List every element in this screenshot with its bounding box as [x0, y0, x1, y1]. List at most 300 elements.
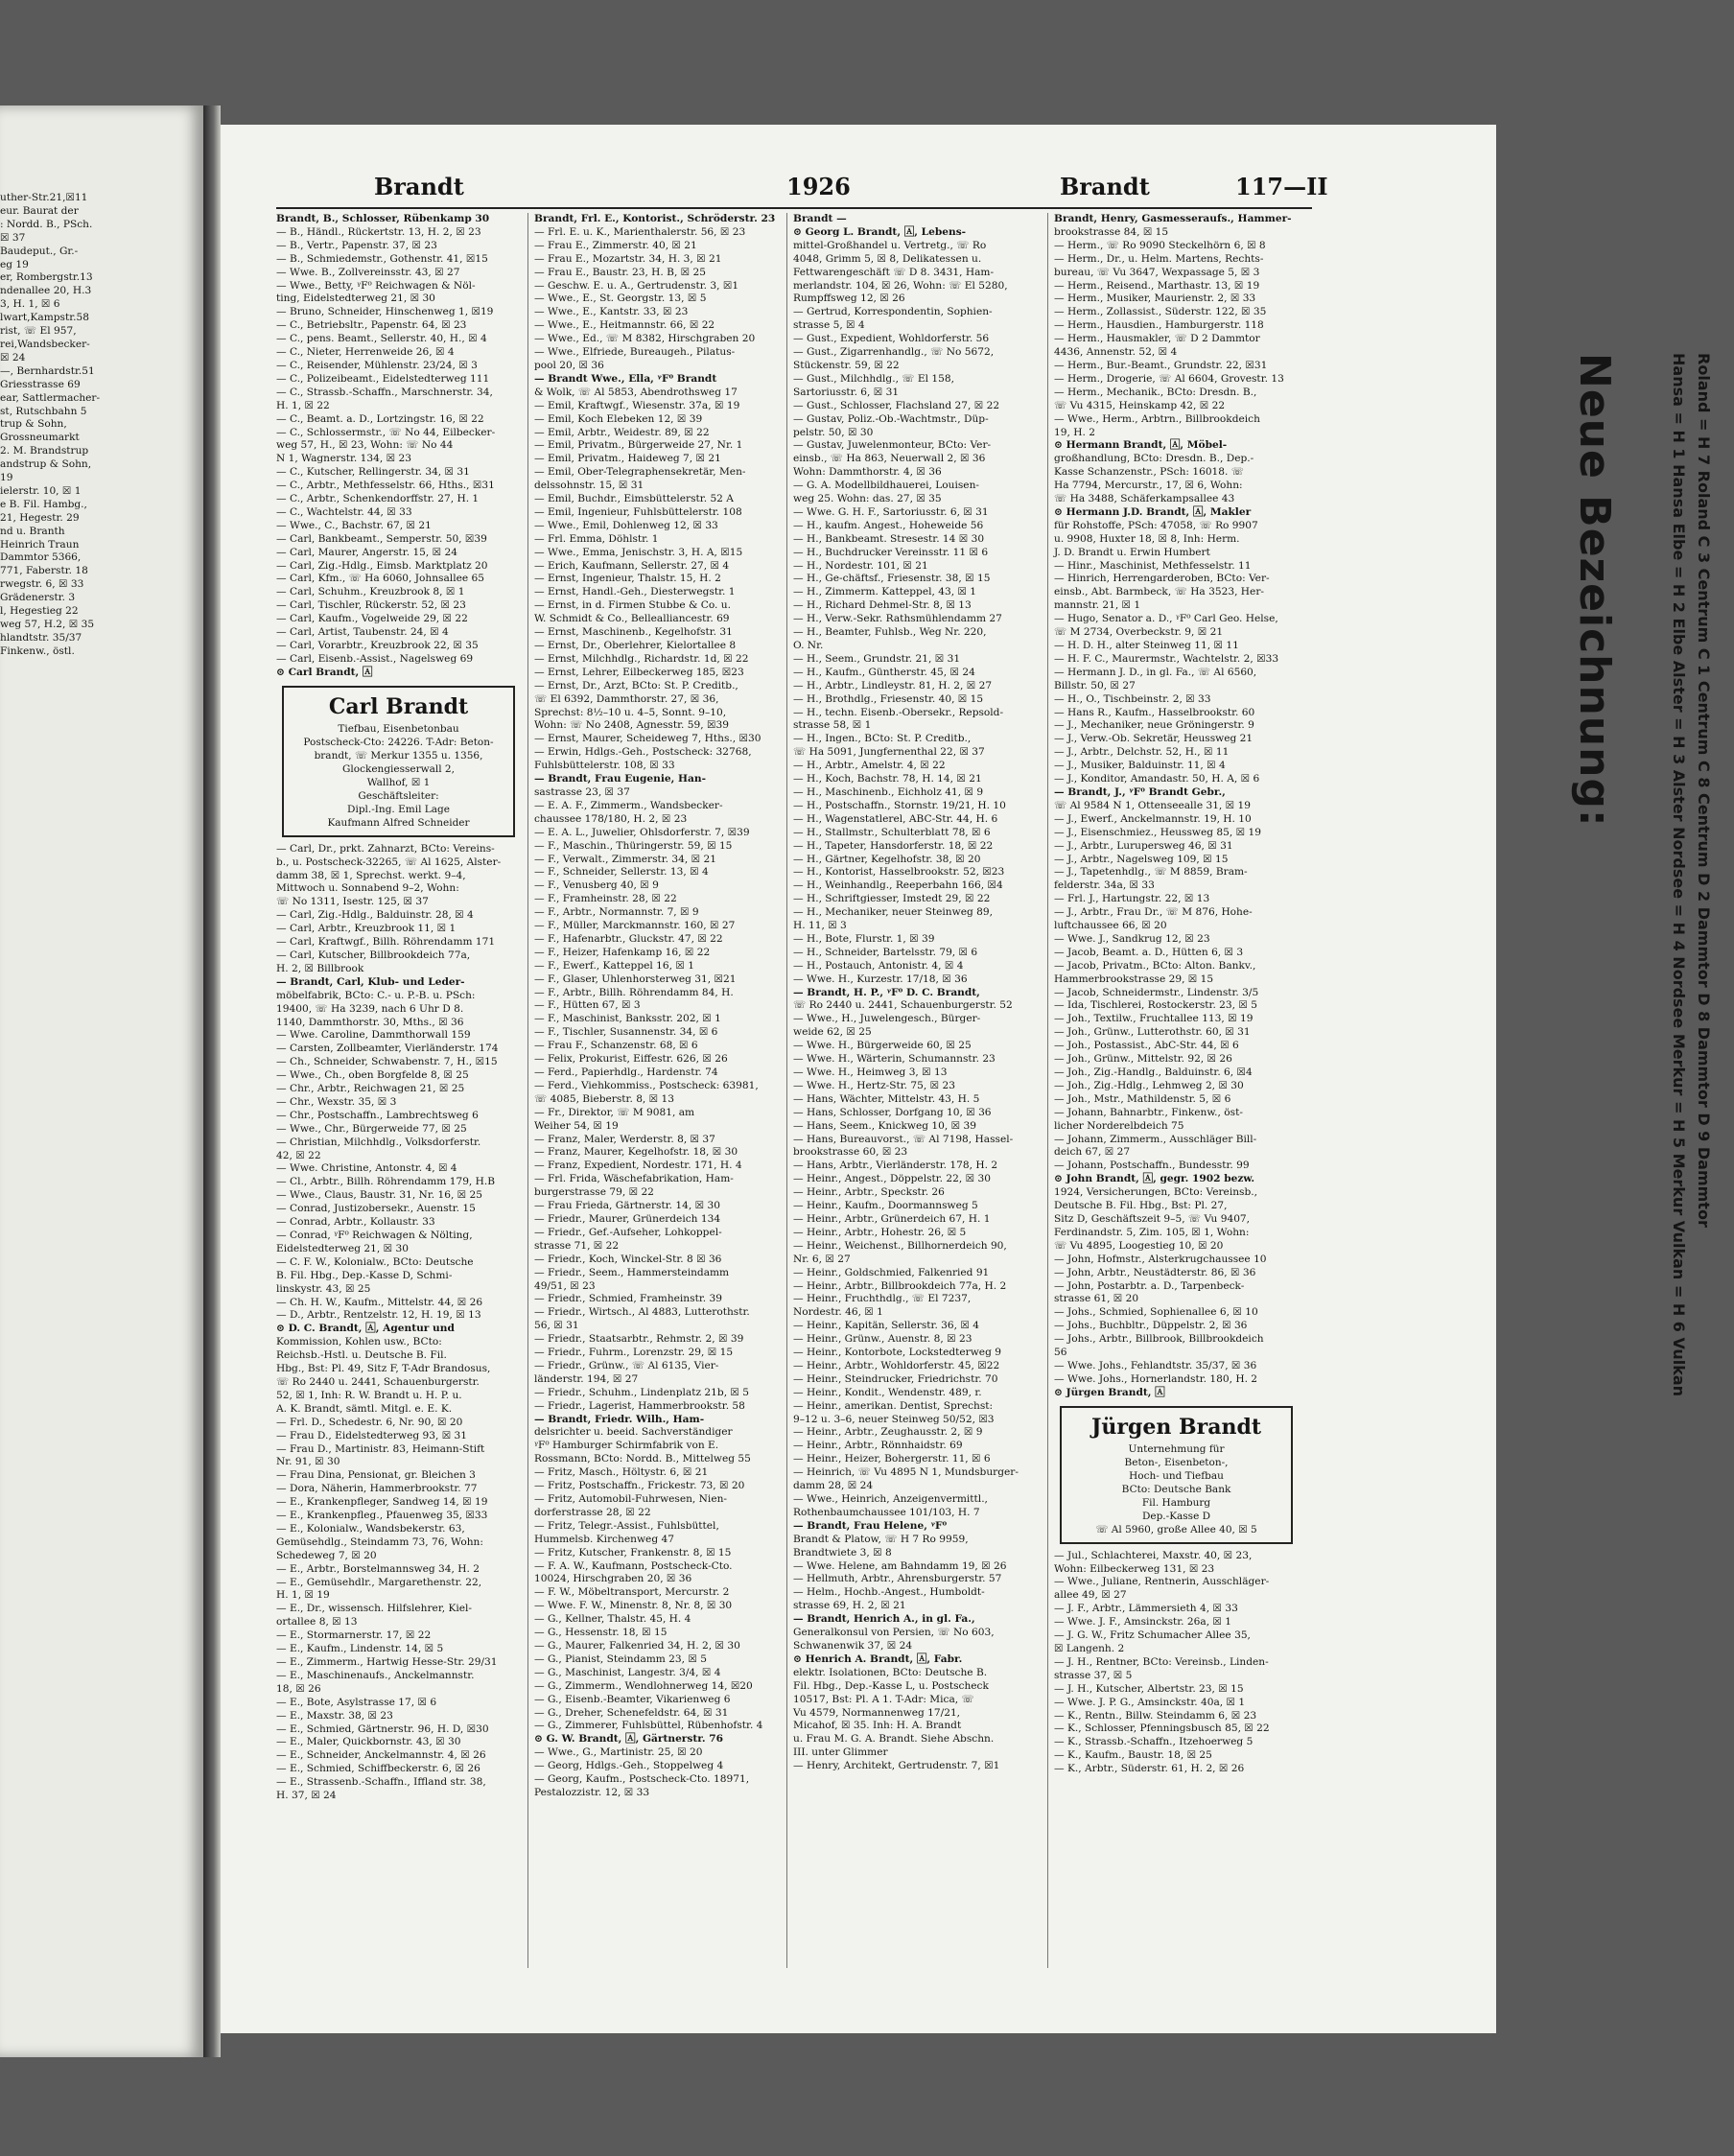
- directory-entry: — Wwe. Caroline, Dammthorwall 159: [276, 1029, 471, 1042]
- directory-entry: — Hans, Wächter, Mittelstr. 43, H. 5: [793, 1092, 980, 1105]
- directory-entry: H. 2, ☒ Billbrook: [276, 962, 364, 974]
- directory-entry: — Fritz, Telegr.-Assist., Fuhlsbüttel,: [534, 1519, 719, 1532]
- directory-entry: — Ch. H. W., Kaufm., Mittelstr. 44, ☒ 26: [276, 1296, 483, 1308]
- directory-entry: — Heinr., Angest., Döppelstr. 22, ☒ 30: [793, 1173, 991, 1185]
- left-page-fragment: [0, 105, 203, 2057]
- directory-entry: — Wwe., C., Bachstr. 67, ☒ 21: [276, 519, 432, 531]
- directory-entry: — Brandt Wwe., Ella, ᵞF⁰ Brandt: [534, 372, 717, 385]
- directory-entry: — H., Arbtr., Amelstr. 4, ☒ 22: [793, 760, 946, 772]
- directory-entry: — Frau D., Martinistr. 83, Heimann-Stift: [276, 1442, 485, 1455]
- directory-entry: — C., Kutscher, Rellingerstr. 34, ☒ 31: [276, 466, 470, 479]
- directory-entry: — Herm., Bur.-Beamt., Grundstr. 22, ☒31: [1054, 359, 1268, 371]
- directory-entry: u. Frau M. G. A. Brandt. Siehe Abschn.: [793, 1733, 995, 1746]
- directory-entry: — C., Schlossermstr., ☏ No 44, Eilbecker-: [276, 426, 496, 438]
- directory-entry: — Frau E., Zimmerstr. 40, ☒ 21: [534, 239, 697, 251]
- directory-entry: — C., Strassb.-Schaffn., Marschnerstr. 34,: [276, 386, 493, 398]
- directory-entry: — Ernst, Maschinenb., Kegelhofstr. 31: [534, 626, 733, 639]
- directory-entry: — Ernst, in d. Firmen Stubbe & Co. u.: [534, 599, 731, 612]
- directory-entry: — H., Postauch, Antonistr. 4, ☒ 4: [793, 959, 964, 972]
- fragment-line: 19: [0, 472, 13, 484]
- directory-entry: — F., Tischler, Susannenstr. 34, ☒ 6: [534, 1026, 718, 1039]
- directory-entry: — E., Gemüsehdlr., Margarethenstr. 22,: [276, 1576, 482, 1588]
- directory-entry: — Brandt, Friedr. Wilh., Ham-: [534, 1413, 705, 1425]
- directory-entry: — J., Arbtr., Nagelsweg 109, ☒ 15: [1054, 853, 1229, 865]
- directory-entry: — F., Arbtr., Billh. Röhrendamm 84, H.: [534, 986, 734, 998]
- directory-entry: — Herm., Hausdien., Hamburgerstr. 118: [1054, 319, 1264, 332]
- directory-entry: — Herm., ☏ Ro 9090 Steckelhörn 6, ☒ 8: [1054, 239, 1266, 251]
- directory-entry: Kommission, Kohlen usw., BCto:: [276, 1336, 442, 1348]
- directory-entry: — C., Reisender, Mühlenstr. 23/24, ☒ 3: [276, 359, 478, 371]
- directory-entry: möbelfabrik, BCto: C.- u. P.-B. u. PSch:: [276, 989, 476, 1001]
- directory-entry: — Emil, Ingenieur, Fuhlsbüttelerstr. 108: [534, 505, 742, 518]
- directory-entry: ⊙ Georg L. Brandt, 🄰, Lebens-: [793, 225, 967, 238]
- fragment-line: rei,Wandsbecker-: [0, 338, 90, 350]
- header-right-word: Brandt: [1060, 173, 1150, 200]
- directory-entry: — Frau Frieda, Gärtnerstr. 14, ☒ 30: [534, 1200, 720, 1212]
- directory-entry: — B., Schmiedemstr., Gothenstr. 41, ☒15: [276, 252, 488, 265]
- directory-entry: — E., Zimmerm., Hartwig Hesse-Str. 29/31: [276, 1656, 498, 1668]
- directory-entry: — Brandt, Henrich A., in gl. Fa.,: [793, 1613, 975, 1626]
- directory-entry: — Johann, Zimmerm., Ausschläger Bill-: [1054, 1133, 1257, 1145]
- directory-entry: — J., Ewerf., Anckelmannstr. 19, H. 10: [1054, 812, 1252, 825]
- directory-entry: — F., Maschin., Thüringerstr. 59, ☒ 15: [534, 839, 733, 852]
- directory-entry: N 1, Wagnerstr. 134, ☒ 23: [276, 453, 411, 465]
- directory-entry: — K., Schlosser, Pfenningsbusch 85, ☒ 22: [1054, 1722, 1270, 1735]
- directory-entry: — Joh., Grünw., Lutterothstr. 60, ☒ 31: [1054, 1026, 1251, 1039]
- directory-entry: — Heinr., Arbtr., Hohestr. 26, ☒ 5: [793, 1226, 967, 1238]
- directory-entry: — Wwe., Claus, Baustr. 31, Nr. 16, ☒ 25: [276, 1189, 483, 1202]
- directory-entry: Schwanenwik 37, ☒ 24: [793, 1639, 913, 1652]
- directory-entry: damm 38, ☒ 1, Sprechst. werkt. 9–4,: [276, 869, 466, 881]
- directory-entry: — H., Beamter, Fuhlsb., Weg Nr. 220,: [793, 626, 987, 639]
- fragment-line: lwart,Kampstr.58: [0, 312, 89, 324]
- directory-entry: — F., Arbtr., Normannstr. 7, ☒ 9: [534, 906, 699, 919]
- page-header: [221, 173, 1496, 205]
- directory-entry: burgerstrasse 79, ☒ 22: [534, 1186, 654, 1199]
- directory-entry: — Ernst, Dr., Oberlehrer, Kielortallee 8: [534, 640, 737, 651]
- directory-entry: — Carl, Maurer, Angerstr. 15, ☒ 24: [276, 546, 457, 558]
- directory-entry: länderstr. 194, ☒ 27: [534, 1372, 639, 1385]
- directory-entry: — Carl, Zig.-Hdlg., Balduinstr. 28, ☒ 4: [276, 909, 474, 922]
- advertisement-line: Hoch- und Tiefbau: [1129, 1469, 1224, 1482]
- directory-entry: — John, Arbtr., Neustädterstr. 86, ☒ 36: [1054, 1266, 1256, 1278]
- advertisement-line: Postscheck-Cto: 24226. T-Adr: Beton-: [303, 736, 494, 748]
- directory-entry: — Wwe. J. P. G., Amsinckstr. 40a, ☒ 1: [1054, 1696, 1246, 1708]
- directory-entry: — H., O., Tischbeinstr. 2, ☒ 33: [1054, 692, 1211, 705]
- column-divider: [527, 213, 528, 1968]
- directory-entry: ⊙ Jürgen Brandt, 🄰: [1054, 1386, 1165, 1398]
- directory-entry: — Herm., Dr., u. Helm. Martens, Rechts-: [1054, 252, 1264, 265]
- directory-entry: — Carl, Eisenb.-Assist., Nagelsweg 69: [276, 652, 474, 665]
- directory-entry: — Friedr., Staatsarbtr., Rehmstr. 2, ☒ 39: [534, 1333, 744, 1346]
- directory-entry: 52, ☒ 1, Inh: R. W. Brandt u. H. P. u.: [276, 1389, 462, 1401]
- directory-entry: ⊙ D. C. Brandt, 🄰, Agentur und: [276, 1323, 455, 1335]
- directory-entry: strasse 58, ☒ 1: [793, 719, 872, 732]
- directory-entry: Fettwarengeschäft ☏ D 8. 3431, Ham-: [793, 266, 995, 278]
- directory-entry: — G., Maurer, Falkenried 34, H. 2, ☒ 30: [534, 1639, 740, 1652]
- directory-entry: — G., Kellner, Thalstr. 45, H. 4: [534, 1613, 691, 1626]
- directory-entry: — Ernst, Ingenieur, Thalstr. 15, H. 2: [534, 573, 721, 585]
- directory-entry: — Wwe. Christine, Antonstr. 4, ☒ 4: [276, 1162, 457, 1175]
- directory-entry: — Heinrich, ☏ Vu 4895 N 1, Mundsburger-: [793, 1466, 1019, 1479]
- directory-entry: — H., Zimmerm. Katteppel, 43, ☒ 1: [793, 586, 977, 598]
- directory-entry: — Wwe. F. W., Minenstr. 8, Nr. 8, ☒ 30: [534, 1600, 733, 1612]
- directory-entry: 42, ☒ 22: [276, 1149, 321, 1161]
- directory-entry: — G., Zimmerm., Wendlohnerweg 14, ☒20: [534, 1679, 753, 1692]
- directory-entry: — E., Schmied, Schiffbeckerstr. 6, ☒ 26: [276, 1763, 480, 1775]
- directory-entry: — H., Richard Dehmel-Str. 8, ☒ 13: [793, 599, 972, 612]
- directory-entry: — F., Müller, Marckmannstr. 160, ☒ 27: [534, 920, 736, 932]
- directory-entry: delsrichter u. beeid. Sachverständiger: [534, 1426, 733, 1439]
- fragment-line: trup & Sohn,: [0, 418, 67, 431]
- directory-entry: — J., Arbtr., Frau Dr., ☏ M 876, Hohe-: [1054, 906, 1253, 919]
- advertisement-line: Dep.-Kasse D: [1141, 1510, 1211, 1522]
- directory-entry: einsb., Abt. Barmbeck, ☏ Ha 3523, Her-: [1054, 586, 1264, 598]
- directory-entry: — Carl, Kutscher, Billbrookdeich 77a,: [276, 949, 471, 961]
- directory-entry: Brandt, Henry, Gasmesseraufs., Hammer-: [1054, 213, 1292, 224]
- directory-entry: Brandt, B., Schlosser, Rübenkamp 30: [276, 213, 490, 224]
- directory-entry: — Gustav, Poliz.-Ob.-Wachtmstr., Düp-: [793, 412, 989, 425]
- directory-entry: 19, H. 2: [1054, 426, 1095, 438]
- advertisement-box: [1060, 1406, 1293, 1544]
- directory-entry: — J., Verw.-Ob. Sekretär, Heussweg 21: [1054, 733, 1254, 745]
- directory-entry: — Johs., Arbtr., Billbrook, Billbrookdeich: [1054, 1333, 1264, 1346]
- directory-entry: — Heinr., Grünw., Auenstr. 8, ☒ 23: [793, 1333, 972, 1346]
- directory-entry: — Ernst, Milchhdlg., Richardstr. 1d, ☒ 22: [534, 652, 749, 665]
- directory-entry: — E., Strassenb.-Schaffn., Iffland str. 38,: [276, 1776, 486, 1789]
- directory-entry: — E., Stormarnerstr. 17, ☒ 22: [276, 1629, 432, 1642]
- directory-entry: — Joh., Textilw., Fruchtallee 113, ☒ 19: [1054, 1013, 1254, 1025]
- directory-entry: — E. A. L., Juwelier, Ohlsdorferstr. 7, ☒39: [534, 826, 750, 838]
- directory-entry: — E., Kaufm., Lindenstr. 14, ☒ 5: [276, 1643, 444, 1655]
- directory-entry: — Ernst, Maurer, Scheideweg 7, Hths., ☒30: [534, 733, 762, 745]
- directory-entry: — H., Schneider, Bartelsstr. 79, ☒ 6: [793, 946, 978, 958]
- column-2: [534, 213, 779, 1800]
- directory-entry: — Wwe., Juliane, Rentnerin, Ausschläger-: [1054, 1576, 1270, 1588]
- left-page-column: [0, 192, 192, 659]
- directory-entry: — Hans, Bureauvorst., ☏ Al 7198, Hassel-: [793, 1133, 1014, 1145]
- directory-entry: — Brandt, J., ᵞF⁰ Brandt Gebr.,: [1054, 785, 1226, 798]
- directory-entry: — Herm., Hausmakler, ☏ D 2 Dammtor: [1054, 333, 1260, 345]
- directory-entry: luftchaussee 66, ☒ 20: [1054, 920, 1167, 932]
- directory-entry: ☏ No 1311, Isestr. 125, ☒ 37: [276, 896, 429, 908]
- directory-entry: — Chr., Postschaffn., Lambrechtsweg 6: [276, 1109, 479, 1121]
- directory-entry: ⊙ Carl Brandt, 🄰: [276, 666, 373, 678]
- directory-entry: — Friedr., Fuhrm., Lorenzstr. 29, ☒ 15: [534, 1347, 734, 1359]
- directory-entry: Generalkonsul von Persien, ☏ No 603,: [793, 1627, 995, 1639]
- directory-entry: Vu 4579, Normannenweg 17/21,: [793, 1706, 961, 1719]
- directory-entry: — D., Arbtr., Rentzelstr. 12, H. 19, ☒ 13: [276, 1309, 481, 1322]
- directory-entry: — Johann, Bahnarbtr., Finkenw., öst-: [1054, 1106, 1243, 1118]
- directory-entry: A. K. Brandt, sämtl. Mitgl. e. E. K.: [276, 1402, 453, 1415]
- directory-entry: — Gust., Expedient, Wohldorferstr. 56: [793, 333, 990, 345]
- directory-entry: III. unter Glimmer: [793, 1746, 888, 1759]
- sidebar-exchange-line-2: Roland = H 7 Roland C 3 Centrum C 1 Centrum C 8 Centrum D 2 Dammtor D 8 Dammtor D 9 Dammtor: [1695, 353, 1713, 1228]
- directory-entry: — Gustav, Juwelenmonteur, BCto: Ver-: [793, 439, 992, 452]
- directory-entry: — G. A. Modellbildhauerei, Louisen-: [793, 480, 979, 492]
- directory-entry: — Fritz, Postschaffn., Frickestr. 73, ☒ 20: [534, 1480, 745, 1492]
- directory-entry: — Frl. J., Hartungstr. 22, ☒ 13: [1054, 893, 1210, 905]
- directory-entry: — Joh., Postassist., AbC-Str. 44, ☒ 6: [1054, 1040, 1239, 1052]
- directory-entry: ☏ Ha 3488, Schäferkampsallee 43: [1054, 493, 1235, 505]
- directory-entry: felderstr. 34a, ☒ 33: [1054, 879, 1155, 892]
- directory-entry: großhandlung, BCto: Dresdn. B., Dep.-: [1054, 453, 1254, 465]
- advertisement-firm-name: Carl Brandt: [328, 693, 469, 719]
- directory-entry: — Frau Dina, Pensionat, gr. Bleichen 3: [276, 1469, 476, 1482]
- directory-entry: — Hugo, Senator a. D., ᵞF⁰ Carl Geo. Helse,: [1054, 613, 1278, 625]
- directory-entry: — E., Arbtr., Borstelmannsweg 34, H. 2: [276, 1562, 480, 1575]
- directory-entry: 4436, Annenstr. 52, ☒ 4: [1054, 346, 1178, 359]
- directory-entry: ⊙ John Brandt, 🄰, gegr. 1902 bezw.: [1054, 1173, 1255, 1185]
- directory-entry: O. Nr.: [793, 640, 824, 651]
- directory-entry: — Gust., Milchhdlg., ☏ El 158,: [793, 372, 954, 385]
- header-year: 1926: [786, 173, 851, 200]
- directory-entry: — Carl, Tischler, Rückerstr. 52, ☒ 23: [276, 599, 466, 612]
- directory-entry: — Emil, Buchdr., Eimsbüttelerstr. 52 A: [534, 493, 734, 505]
- directory-entry: — B., Händl., Rückertstr. 13, H. 2, ☒ 23: [276, 225, 481, 238]
- directory-entry: ☏ 4085, Bieberstr. 8, ☒ 13: [534, 1092, 675, 1105]
- directory-entry: — Frau E., Baustr. 23, H. B, ☒ 25: [534, 266, 707, 278]
- directory-entry: einsb., ☏ Ha 863, Neuerwall 2, ☒ 36: [793, 453, 986, 465]
- directory-entry: für Rohstoffe, PSch: 47058, ☏ Ro 9907: [1054, 519, 1258, 531]
- directory-entry: — Brandt, Carl, Klub- und Leder-: [276, 975, 465, 988]
- directory-entry: — Fritz, Masch., Höltystr. 6, ☒ 21: [534, 1466, 709, 1479]
- directory-entry: — Heinr., Fruchthdlg., ☏ El 7237,: [793, 1293, 972, 1305]
- directory-entry: Ferdinandstr. 5, Zim. 105, ☒ 1, Wohn:: [1054, 1226, 1250, 1238]
- directory-entry: Sitz D, Geschäftszeit 9–5, ☏ Vu 9407,: [1054, 1212, 1251, 1225]
- directory-entry: — H., Schriftgiesser, Imstedt 29, ☒ 22: [793, 893, 991, 905]
- directory-entry: 4048, Grimm 5, ☒ 8, Delikatessen u.: [793, 252, 982, 265]
- directory-entry: — Hans, Schlosser, Dorfgang 10, ☒ 36: [793, 1106, 992, 1118]
- directory-entry: — Chr., Arbtr., Reichwagen 21, ☒ 25: [276, 1083, 465, 1095]
- fragment-line: uther-Str.21,☒11: [0, 192, 88, 203]
- directory-entry: — J., Tapetenhdlg., ☏ M 8859, Bram-: [1054, 866, 1248, 879]
- directory-entry: Kasse Schanzenstr., PSch: 16018. ☏: [1054, 466, 1245, 479]
- directory-entry: — H., Ingen., BCto: St. P. Creditb.,: [793, 733, 972, 745]
- directory-entry: allee 49, ☒ 27: [1054, 1589, 1127, 1602]
- directory-entry: — Wwe. J., Sandkrug 12, ☒ 23: [1054, 932, 1210, 945]
- directory-entry: — Emil, Privatm., Bürgerweide 27, Nr. 1: [534, 439, 743, 452]
- directory-entry: linskystr. 43, ☒ 25: [276, 1282, 371, 1295]
- directory-entry: — Herm., Drogerie, ☏ Al 6604, Grovestr. 13: [1054, 372, 1284, 385]
- directory-entry: — Brandt, Frau Eugenie, Han-: [534, 773, 706, 785]
- fragment-line: —, Bernhardstr.51: [0, 364, 95, 377]
- directory-entry: weg 25. Wohn: das. 27, ☒ 35: [793, 493, 942, 505]
- directory-entry: — Conrad, Arbtr., Kollaustr. 33: [276, 1216, 435, 1229]
- directory-entry: — C., Polizeibeamt., Eidelstedterweg 111: [276, 372, 490, 385]
- book-gutter: [203, 105, 221, 2057]
- directory-entry: Ha 7794, Mercurstr., 17, ☒ 6, Wohn:: [1054, 480, 1243, 492]
- column-divider: [1047, 213, 1048, 1968]
- directory-entry: b., u. Postscheck-32265, ☏ Al 1625, Alster-: [276, 855, 502, 868]
- directory-entry: — Wwe. G. H. F., Sartoriusstr. 6, ☒ 31: [793, 505, 989, 518]
- directory-entry: — C., Arbtr., Schenkendorffstr. 27, H. 1: [276, 493, 480, 505]
- directory-entry: pelstr. 50, ☒ 30: [793, 426, 874, 438]
- directory-entry: — H. F. C., Maurermstr., Wachtelstr. 2, ☒33: [1054, 652, 1279, 665]
- directory-entry: — Heinr., Kapitän, Sellerstr. 36, ☒ 4: [793, 1320, 979, 1332]
- column-divider: [786, 213, 787, 1968]
- fragment-line: e B. Fil. Hambg.,: [0, 498, 87, 510]
- directory-entry: Stückenstr. 59, ☒ 22: [793, 359, 900, 371]
- directory-entry: — John, Postarbtr. a. D., Tarpenbeck-: [1054, 1279, 1245, 1292]
- directory-entry: & Wolk, ☏ Al 5853, Abendrothsweg 17: [534, 386, 738, 398]
- directory-entry: — Joh., Zig.-Handlg., Balduinstr. 6, ☒4: [1054, 1066, 1253, 1078]
- fragment-line: l, Hegestieg 22: [0, 605, 79, 618]
- directory-entry: — J., Konditor, Amandastr. 50, H. A, ☒ 6: [1054, 773, 1260, 785]
- directory-entry: — Frau E., Mozartstr. 34, H. 3, ☒ 21: [534, 252, 722, 265]
- directory-entry: — Wwe., Betty, ᵞF⁰ Reichwagen & Nöl-: [276, 279, 476, 292]
- directory-entry: — Carl, Bankbeamt., Semperstr. 50, ☒39: [276, 532, 487, 545]
- directory-entry: — H., kaufm. Angest., Hoheweide 56: [793, 519, 984, 531]
- directory-entry: J. D. Brandt u. Erwin Humbert: [1054, 546, 1210, 558]
- directory-entry: — Wwe. H., Bürgerweide 60, ☒ 25: [793, 1040, 972, 1052]
- directory-entry: — C., Nieter, Herrenweide 26, ☒ 4: [276, 346, 455, 359]
- directory-entry: sastrasse 23, ☒ 37: [534, 785, 630, 798]
- directory-entry: — Frl. Emma, Döhlstr. 1: [534, 532, 659, 545]
- directory-entry: Sprechst: 8½–10 u. 4–5, Sonnt. 9–10,: [534, 706, 727, 718]
- directory-entry: — H., Mechaniker, neuer Steinweg 89,: [793, 906, 993, 919]
- advertisement-line: Tiefbau, Eisenbetonbau: [338, 722, 459, 735]
- directory-entry: ☒ Langenh. 2: [1054, 1643, 1125, 1654]
- directory-entry: — Friedr., Schuhm., Lindenplatz 21b, ☒ 5: [534, 1386, 750, 1398]
- fragment-line: Griesstrasse 69: [0, 378, 81, 390]
- directory-entry: 10517, Bst: Pl. A 1. T-Adr: Mica, ☏: [793, 1693, 974, 1705]
- directory-entry: — Fr., Direktor, ☏ M 9081, am: [534, 1106, 695, 1118]
- directory-entry: — H., Verw.-Sekr. Rathsmühlendamm 27: [793, 613, 1002, 625]
- directory-entry: — Friedr., Maurer, Grünerdeich 134: [534, 1212, 721, 1225]
- directory-entry: — H., Koch, Bachstr. 78, H. 14, ☒ 21: [793, 773, 982, 785]
- directory-entry: — J., Arbtr., Delchstr. 52, H., ☒ 11: [1054, 746, 1230, 759]
- directory-entry: — F. W., Möbeltransport, Mercurstr. 2: [534, 1586, 730, 1599]
- directory-entry: — J. H., Rentner, BCto: Vereinsb., Linden-: [1054, 1655, 1269, 1668]
- directory-entry: — Wwe. J. F., Amsinckstr. 26a, ☒ 1: [1054, 1616, 1232, 1629]
- directory-entry: — H., Tapeter, Hansdorferstr. 18, ☒ 22: [793, 839, 994, 852]
- directory-entry: — Ernst, Lehrer, Eilbeckerweg 185, ☒23: [534, 666, 744, 678]
- directory-entry: merlandstr. 104, ☒ 26, Wohn: ☏ El 5280,: [793, 279, 1008, 292]
- fragment-line: Baudeput., Gr.-: [0, 245, 79, 257]
- directory-entry: — G., Zimmerer, Fuhlsbüttel, Rübenhofstr. 4: [534, 1720, 763, 1732]
- directory-entry: — Ch., Schneider, Schwabenstr. 7, H., ☒15: [276, 1056, 498, 1068]
- fragment-line: 771, Faberstr. 18: [0, 565, 88, 577]
- directory-entry: — Herm., Musiker, Maurienstr. 2, ☒ 33: [1054, 293, 1256, 305]
- advertisement-line: BCto: Deutsche Bank: [1121, 1483, 1231, 1495]
- advertisement-line: Unternehmung für: [1128, 1442, 1225, 1455]
- directory-entry: — Wwe., Chr., Bürgerweide 77, ☒ 25: [276, 1122, 467, 1135]
- directory-entry: — Wwe. H., Heimweg 3, ☒ 13: [793, 1066, 948, 1078]
- fragment-line: rist, ☏ El 957,: [0, 325, 77, 338]
- directory-entry: weide 62, ☒ 25: [793, 1026, 872, 1039]
- directory-entry: — Frau F., Schanzenstr. 68, ☒ 6: [534, 1040, 698, 1052]
- directory-entry: — E., Krankenpfleger, Sandweg 14, ☒ 19: [276, 1496, 488, 1509]
- directory-entry: ☏ Vu 4315, Heinskamp 42, ☒ 22: [1054, 399, 1226, 411]
- directory-entry: — Hans, Arbtr., Vierländerstr. 178, H. 2: [793, 1160, 998, 1172]
- fragment-line: ear, Sattlermacher-: [0, 391, 101, 404]
- fragment-line: ndenallee 20, H.3: [0, 285, 92, 297]
- fragment-line: st, Rutschbahn 5: [0, 405, 87, 417]
- directory-entry: — John, Hofmstr., Alsterkrugchaussee 10: [1054, 1253, 1267, 1265]
- directory-entry: licher Norderelbdeich 75: [1054, 1119, 1184, 1132]
- directory-entry: — Emil, Koch Elebeken 12, ☒ 39: [534, 412, 703, 425]
- directory-entry: — C., pens. Beamt., Sellerstr. 40, H., ☒ 4: [276, 333, 487, 345]
- directory-entry: — J., Mechaniker, neue Gröningerstr. 9: [1054, 719, 1254, 732]
- advertisement-box: [282, 686, 515, 837]
- directory-entry: — C. F. W., Kolonialw., BCto: Deutsche: [276, 1255, 474, 1268]
- directory-entry: — Herm., Reisend., Marthastr. 13, ☒ 19: [1054, 279, 1260, 292]
- directory-entry: — H., Weinhandlg., Reeperbahn 166, ☒4: [793, 879, 1003, 892]
- directory-entry: — Heinr., Heizer, Bohergerstr. 11, ☒ 6: [793, 1453, 991, 1465]
- directory-entry: — Jul., Schlachterei, Maxstr. 40, ☒ 23,: [1054, 1549, 1253, 1561]
- directory-entry: — Wwe. Johs., Hornerlandstr. 180, H. 2: [1054, 1372, 1258, 1385]
- directory-entry: B. Fil. Hbg., Dep.-Kasse D, Schmi-: [276, 1269, 453, 1281]
- fragment-line: 3, H. 1, ☒ 6: [0, 298, 60, 311]
- directory-entry: — Heinr., Kaufm., Doormannsweg 5: [793, 1200, 978, 1212]
- directory-entry: — F., Venusberg 40, ☒ 9: [534, 879, 659, 892]
- directory-entry: Reichsb.-Hstl. u. Deutsche B. Fil.: [276, 1349, 447, 1362]
- directory-entry: W. Schmidt & Co., Bellealliancestr. 69: [534, 613, 730, 625]
- fragment-line: ielerstr. 10, ☒ 1: [0, 484, 82, 497]
- directory-entry: — Herm., Zollassist., Süderstr. 122, ☒ 35: [1054, 306, 1267, 318]
- fragment-line: Heinrich Traun: [0, 538, 80, 551]
- directory-entry: — E., Schmied, Gärtnerstr. 96, H. D, ☒30: [276, 1722, 489, 1735]
- fragment-line: nd u. Branth: [0, 525, 65, 537]
- directory-entry: Brandt —: [793, 213, 847, 224]
- directory-entry: delssohnstr. 15, ☒ 31: [534, 480, 644, 492]
- fragment-line: Grädenerstr. 3: [0, 592, 76, 604]
- directory-entry: — Joh., Zig.-Hdlg., Lehmweg 2, ☒ 30: [1054, 1079, 1244, 1091]
- directory-entry: — Wwe., E., St. Georgstr. 13, ☒ 5: [534, 293, 707, 305]
- directory-entry: — C., Beamt. a. D., Lortzingstr. 16, ☒ 22: [276, 412, 484, 425]
- directory-entry: — Jacob, Privatm., BCto: Alton. Bankv.,: [1054, 959, 1256, 972]
- directory-entry: — H., Maschinenb., Eichholz 41, ☒ 9: [793, 785, 984, 798]
- directory-entry: Nordestr. 46, ☒ 1: [793, 1306, 883, 1319]
- directory-entry: — Brandt, H. P., ᵞF⁰ D. C. Brandt,: [793, 986, 980, 998]
- directory-entry: — C., Betriebsltr., Papenstr. 64, ☒ 23: [276, 319, 467, 332]
- directory-entry: ting, Eidelstedterweg 21, ☒ 30: [276, 293, 435, 305]
- directory-entry: — B., Vertr., Papenstr. 37, ☒ 23: [276, 239, 437, 251]
- directory-entry: Fuhlsbüttelerstr. 108, ☒ 33: [534, 760, 675, 772]
- directory-entry: Rossmann, BCto: Nordd. B., Mittelweg 55: [534, 1453, 751, 1465]
- directory-entry: — Heinr., Arbtr., Speckstr. 26: [793, 1186, 945, 1199]
- directory-entry: — E., Kolonialw., Wandsbekerstr. 63,: [276, 1522, 465, 1535]
- directory-entry: — Ernst, Handl.-Geh., Diesterwegstr. 1: [534, 586, 736, 598]
- directory-entry: — Joh., Mstr., Mathildenstr. 5, ☒ 6: [1054, 1092, 1231, 1105]
- directory-entry: — Georg, Hdlgs.-Geh., Stoppelweg 4: [534, 1760, 724, 1772]
- directory-entry: — Frl. E. u. K., Marienthalerstr. 56, ☒ 23: [534, 225, 746, 238]
- directory-entry: ☏ Al 9584 N 1, Ottenseealle 31, ☒ 19: [1054, 799, 1252, 811]
- directory-entry: — Felix, Prokurist, Eiffestr. 626, ☒ 26: [534, 1053, 728, 1066]
- directory-entry: — Friedr., Schmied, Framheinstr. 39: [534, 1293, 722, 1305]
- fragment-line: ☒ 37: [0, 231, 26, 244]
- directory-entry: — J. H., Kutscher, Albertstr. 23, ☒ 15: [1054, 1682, 1244, 1695]
- directory-entry: — K., Arbtr., Süderstr. 61, H. 2, ☒ 26: [1054, 1763, 1245, 1775]
- directory-entry: — J., Arbtr., Lurupersweg 46, ☒ 31: [1054, 839, 1233, 852]
- directory-entry: — Wwe., E., Kantstr. 33, ☒ 23: [534, 306, 689, 318]
- directory-entry: — Ferd., Viehkommiss., Postscheck: 63981,: [534, 1079, 759, 1091]
- directory-entry: — E. A. F., Zimmerm., Wandsbecker-: [534, 799, 723, 811]
- directory-entry: — Heinr., Goldschmied, Falkenried 91: [793, 1266, 990, 1278]
- column-1: [276, 213, 521, 1803]
- header-left-word: Brandt: [374, 173, 464, 200]
- directory-entry: 19400, ☏ Ha 3239, nach 6 Uhr D 8.: [276, 1002, 464, 1015]
- directory-entry: — Hinrich, Herrengarderoben, BCto: Ver-: [1054, 573, 1270, 585]
- directory-entry: — Wwe., Ch., oben Borgfelde 8, ☒ 25: [276, 1069, 469, 1082]
- directory-entry: 1924, Versicherungen, BCto: Vereinsb.,: [1054, 1186, 1257, 1199]
- directory-entry: — J., Eisenschmiez., Heussweg 85, ☒ 19: [1054, 826, 1261, 838]
- directory-entry: — H., Gärtner, Kegelhofstr. 38, ☒ 20: [793, 853, 981, 865]
- fragment-line: : Nordd. B., PSch.: [0, 218, 93, 230]
- fragment-line: ☒ 24: [0, 351, 26, 363]
- directory-entry: Wohn: Eilbeckerweg 131, ☒ 23: [1054, 1562, 1215, 1575]
